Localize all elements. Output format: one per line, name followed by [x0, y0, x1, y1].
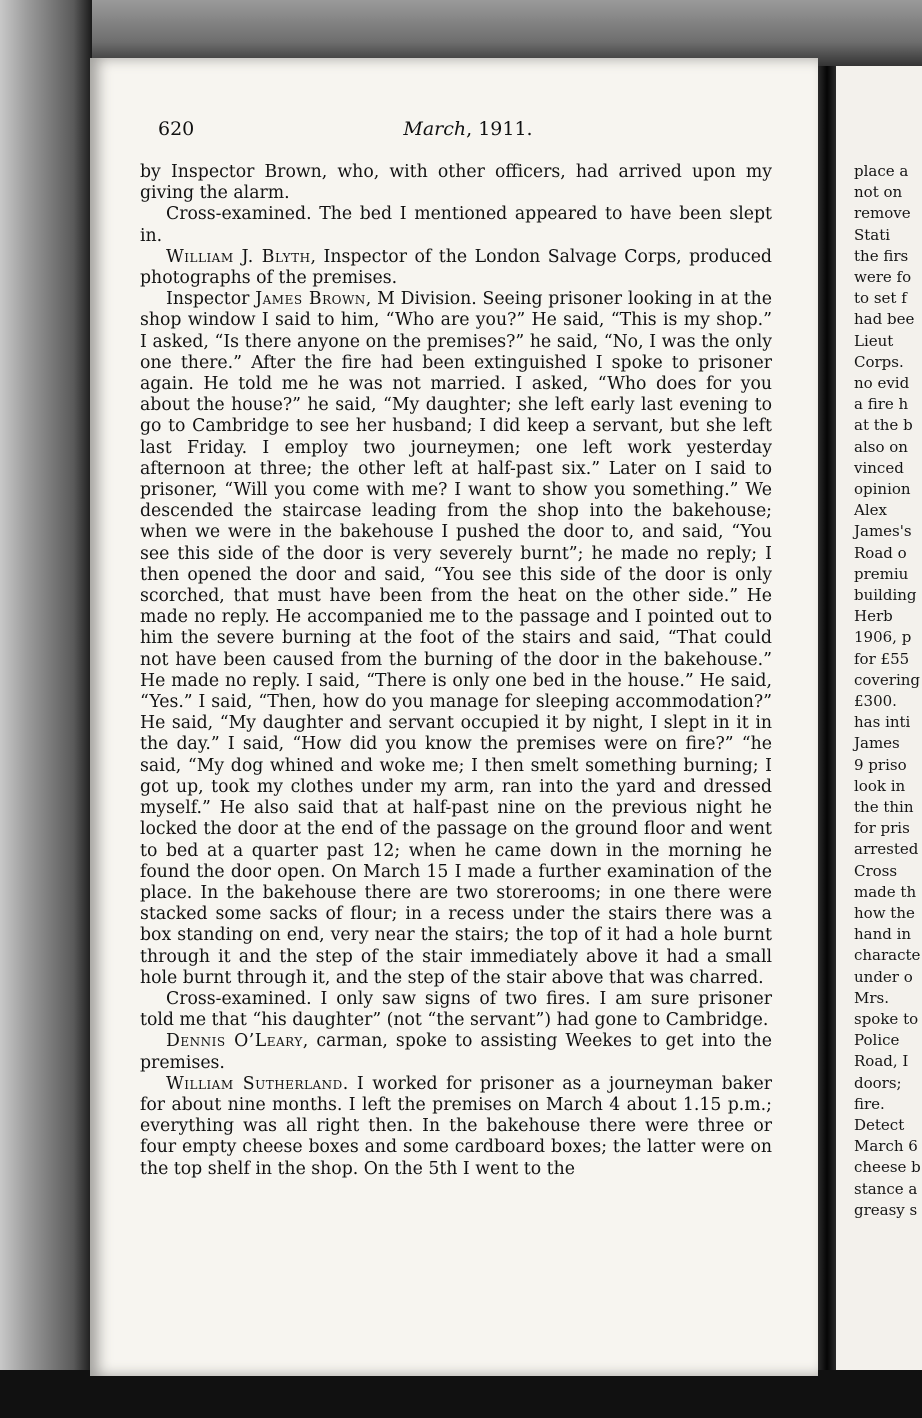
- paragraph-text: by Inspector Brown, who, with other officers, had arrived upon my giving the alarm.: [140, 162, 772, 204]
- facing-page-line: Stati: [854, 225, 891, 244]
- facing-page-line: arrested: [854, 840, 919, 859]
- facing-page-line: remove: [854, 204, 911, 223]
- body-text: [140, 162, 772, 1180]
- paragraph: [140, 162, 772, 204]
- paragraph: [140, 247, 772, 289]
- scan-background-left: [0, 0, 92, 1418]
- facing-page-line: were fo: [854, 268, 912, 286]
- facing-page-line: under o: [854, 967, 913, 986]
- facing-page-line: made th: [854, 882, 917, 901]
- paragraph: [140, 204, 772, 246]
- facing-page-line: March 6: [854, 1137, 918, 1156]
- paragraph-text: , carman, spoke to assisting Weekes to get into the premises.: [140, 1031, 772, 1073]
- facing-page-line: covering: [854, 670, 921, 689]
- facing-page-line: to set f: [854, 289, 907, 308]
- running-title-month: March: [403, 118, 467, 140]
- paragraph-text: , M Division. Seeing prisoner looking in at the shop window I said to him, “Who are you?” He said, “This is my shop.” I asked, “Is there anyone on the premises?” he said, “No, I was the only one there.” After the fire had been extinguished I spoke to prisoner again. He told me he was not married. I asked, “Who does for you about the house?” he said, “My daughter; she left early last evening to go to Cambridge to see her husband; I did keep a servant, but she left last Friday. I employ two journeymen; one left work yesterday afternoon at three; the other left at half-past six.” Later on I said to prisoner, “Will you come with me? I want to show you something.” We descended the staircase leading from the shop into the bakehouse; when we were in the bakehouse I pushed the door to, and said, “You see this side of the door is very severely burnt”; he made no reply; I then opened the door and said, “You see this side of the door is only scorched, that must have been from the heat on the other side.” He made no reply. He accompanied me to the passage and I pointed out to him the severe burning at the foot of the stairs and said, “That could not have been caused from the burning of the door in the bakehouse.” He made no reply. I said, “There is only one bed in the house.” He said, “Yes.” I said, “Then, how do you manage for sleeping accommodation?” He said, “My daughter and servant occupied it by night, I slept in it in the day.” I said, “How did you know the premises were on fire?” “he said, “My dog whined and woke me; I then smelt something burning; I got up, took my clothes under my arm, ran into the yard and dressed myself.” He also said that at half-past nine on the previous night he locked the door at the end of the passage on the ground floor and went to bed at a quarter past 12; when he came down in the morning he found the door open. On March 15 I made a further examination of the place. In the bakehouse there are two storerooms; in one there were stacked some sacks of flour; in a recess under the stairs there was a box standing on end, very near the stairs; the top of it had a hole burnt through it and the step of the stair immediately above it had a small hole burnt through it, and the step of the stair above that was charred.: [140, 289, 772, 988]
- facing-page-line: Herb: [854, 607, 893, 626]
- facing-page-line: James: [854, 734, 900, 753]
- paragraph: [140, 989, 772, 1031]
- facing-page-line: spoke to: [854, 1010, 919, 1028]
- facing-page-fragment: [836, 66, 922, 1370]
- witness-name: William J. Blyth: [166, 246, 311, 267]
- facing-page-line: Police: [854, 1031, 900, 1050]
- running-title: [158, 118, 778, 140]
- facing-page-line: premiu: [854, 564, 909, 583]
- witness-name: James Brown: [255, 289, 366, 310]
- paragraph-text: Cross-examined. I only saw signs of two fires. I am sure prisoner told me that “his daughter” (not “the servant”) had gone to Cambridge.: [140, 988, 772, 1031]
- facing-page-line: not on: [854, 183, 903, 202]
- book-gutter: [818, 66, 836, 1370]
- facing-page-line: Road o: [854, 543, 907, 562]
- facing-page-line: 9 priso: [854, 755, 907, 774]
- witness-name: Dennis O’Leary: [166, 1031, 303, 1052]
- facing-page-line: Cross: [854, 861, 898, 880]
- facing-page-line: opinion: [854, 480, 911, 498]
- facing-page-line: building: [854, 586, 917, 604]
- facing-page-line: place a: [854, 162, 909, 180]
- facing-page-line: the firs: [854, 246, 909, 265]
- facing-page-line: greasy s: [854, 1200, 918, 1219]
- facing-page-line: look in: [854, 776, 906, 795]
- facing-page-line: the thin: [854, 798, 914, 816]
- witness-name: William Sutherland: [166, 1073, 343, 1094]
- facing-page-line: fire.: [854, 1094, 885, 1113]
- facing-page-line: James's: [854, 522, 912, 541]
- facing-page-line: for £55: [854, 649, 910, 668]
- facing-page-line: Detect: [854, 1116, 905, 1134]
- facing-page-line: Corps.: [854, 352, 904, 371]
- facing-page-line: £300.: [854, 692, 897, 710]
- paragraph-text: Inspector: [166, 289, 256, 310]
- paragraph-text: Cross-examined. The bed I mentioned appeared to have been slept in.: [140, 204, 772, 246]
- facing-page-line: Road, I: [854, 1052, 909, 1071]
- paragraph: [140, 289, 772, 989]
- facing-page-line: how the: [854, 904, 915, 922]
- facing-page-line: at the b: [854, 416, 913, 435]
- facing-page-line: for pris: [854, 819, 910, 838]
- page-header: [158, 118, 778, 148]
- page-number: 620: [158, 118, 195, 140]
- facing-page-line: also on: [854, 437, 908, 456]
- facing-page-line: Lieut: [854, 331, 894, 350]
- paragraph: [140, 1031, 772, 1073]
- facing-page-line: Alex: [854, 501, 887, 520]
- facing-page-line: a fire h: [854, 395, 909, 414]
- scan-background-bottom: [0, 1370, 922, 1418]
- facing-page-line: vinced: [854, 458, 904, 477]
- facing-page-line: no evid: [854, 374, 910, 392]
- facing-page-line: Mrs.: [854, 988, 889, 1007]
- paragraph: [140, 1074, 772, 1180]
- facing-page-line: 1906, p: [854, 628, 912, 647]
- facing-page-line: had bee: [854, 310, 915, 329]
- paragraph-text: , Inspector of the London Salvage Corps, produced photographs of the premises.: [140, 246, 772, 289]
- facing-page-line: characte: [854, 946, 921, 965]
- facing-page-line: has inti: [854, 713, 911, 732]
- facing-page-line: doors;: [854, 1073, 902, 1092]
- running-title-year: , 1911.: [466, 118, 533, 140]
- paragraph-text: . I worked for prisoner as a journeyman baker for about nine months. I left the premises on March 4 about 1.15 p.m.; everything was all right then. In the bakehouse there were three or four empty cheese boxes and some cardboard boxes; the latter were on the top shelf in the shop. On the 5th I went to the: [140, 1073, 772, 1179]
- facing-page-line: stance a: [854, 1179, 918, 1198]
- facing-page-line: cheese b: [854, 1158, 921, 1177]
- facing-page-line: hand in: [854, 925, 912, 944]
